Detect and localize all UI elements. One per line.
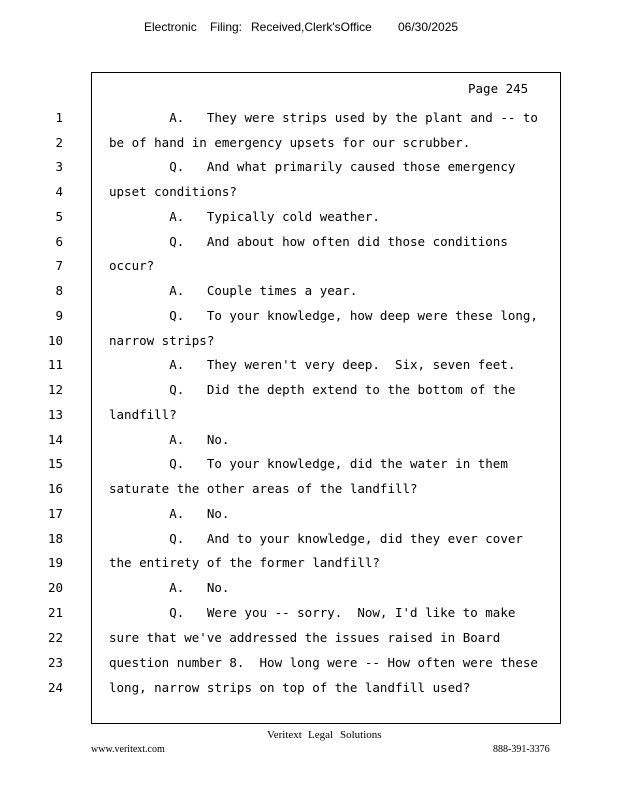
line-number: 11: [47, 357, 63, 372]
line-text: question number 8. How long were -- How often were these: [109, 655, 538, 670]
line-text: saturate the other areas of the landfill?: [109, 481, 418, 496]
transcript-line-17: [0, 504, 600, 524]
line-text: landfill?: [109, 407, 177, 422]
line-text: long, narrow strips on top of the landfill used?: [109, 680, 471, 695]
transcript-line-3: [0, 157, 600, 177]
footer-brand-legal: Legal: [308, 729, 334, 741]
line-number: 12: [47, 382, 63, 397]
footer-brand-veritext: Veritext: [267, 729, 302, 741]
transcript-line-12: [0, 380, 600, 400]
line-number: 24: [47, 680, 63, 695]
transcript-line-5: [0, 207, 600, 227]
line-text: Q. And what primarily caused those emergency: [109, 159, 516, 174]
line-number: 10: [47, 333, 63, 348]
line-text: A. No.: [109, 580, 230, 595]
line-text: A. No.: [109, 506, 230, 521]
transcript-line-16: [0, 479, 600, 499]
line-text: Q. To your knowledge, did the water in them: [109, 456, 508, 471]
line-number: 13: [47, 407, 63, 422]
line-number: 2: [55, 135, 63, 150]
transcript-line-6: [0, 232, 600, 252]
line-number: 7: [55, 258, 63, 273]
line-text: A. Couple times a year.: [109, 283, 358, 298]
line-text: Q. To your knowledge, how deep were these long,: [109, 308, 538, 323]
transcript-line-9: [0, 306, 600, 326]
line-number: 8: [55, 283, 63, 298]
transcript-line-7: [0, 256, 600, 276]
transcript-line-10: [0, 331, 600, 351]
transcript-line-15: [0, 454, 600, 474]
line-text: the entirety of the former landfill?: [109, 555, 380, 570]
line-number: 19: [47, 555, 63, 570]
line-text: A. They weren't very deep. Six, seven feet.: [109, 357, 516, 372]
transcript-line-19: [0, 553, 600, 573]
line-number: 5: [55, 209, 63, 224]
transcript-line-11: [0, 355, 600, 375]
line-number: 18: [47, 531, 63, 546]
footer-website: www.veritext.com: [91, 744, 165, 755]
transcript-line-1: [0, 108, 600, 128]
footer-phone: 888-391-3376: [493, 744, 550, 755]
line-text: narrow strips?: [109, 333, 215, 348]
line-number: 23: [47, 655, 63, 670]
line-text: A. They were strips used by the plant and -- to: [109, 110, 538, 125]
transcript-line-13: [0, 405, 600, 425]
line-number: 22: [47, 630, 63, 645]
transcript-line-14: [0, 430, 600, 450]
line-text: A. Typically cold weather.: [109, 209, 380, 224]
transcript-line-20: [0, 578, 600, 598]
line-text: be of hand in emergency upsets for our scrubber.: [109, 135, 471, 150]
transcript-line-24: [0, 678, 600, 698]
line-number: 1: [55, 110, 63, 125]
line-text: A. No.: [109, 432, 230, 447]
line-number: 17: [47, 506, 63, 521]
line-text: Q. Were you -- sorry. Now, I'd like to make: [109, 605, 516, 620]
header-electronic: Electronic: [144, 20, 197, 34]
line-text: occur?: [109, 258, 155, 273]
header-received: Received,Clerk'sOffice: [251, 20, 372, 34]
line-text: Q. And to your knowledge, did they ever cover: [109, 531, 523, 546]
line-number: 16: [47, 481, 63, 496]
line-number: 6: [55, 234, 63, 249]
transcript-line-18: [0, 529, 600, 549]
line-text: Q. Did the depth extend to the bottom of the: [109, 382, 516, 397]
line-number: 20: [47, 580, 63, 595]
line-text: Q. And about how often did those conditions: [109, 234, 508, 249]
header-filing: Filing:: [210, 20, 243, 34]
transcript-line-22: [0, 628, 600, 648]
transcript-line-4: [0, 182, 600, 202]
transcript-line-2: [0, 133, 600, 153]
line-number: 15: [47, 456, 63, 471]
line-text: upset conditions?: [109, 184, 237, 199]
line-number: 4: [55, 184, 63, 199]
line-number: 9: [55, 308, 63, 323]
page-number: Page 245: [468, 81, 529, 96]
line-number: 21: [47, 605, 63, 620]
line-number: 3: [55, 159, 63, 174]
footer-brand-solutions: Solutions: [340, 729, 382, 741]
line-number: 14: [47, 432, 63, 447]
filing-header: [0, 20, 618, 38]
transcript-line-21: [0, 603, 600, 623]
line-text: sure that we've addressed the issues raised in Board: [109, 630, 501, 645]
header-date: 06/30/2025: [398, 20, 459, 34]
transcript-line-23: [0, 653, 600, 673]
transcript-line-8: [0, 281, 600, 301]
